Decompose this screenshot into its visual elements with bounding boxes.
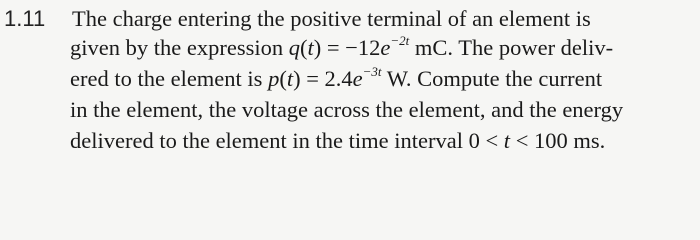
- line3-e: e: [352, 66, 363, 91]
- line3-text-d: W. Compute the current: [381, 66, 603, 91]
- line2-e: e: [380, 35, 391, 60]
- problem-line-3: [70, 64, 602, 94]
- line2-q: q: [288, 35, 300, 60]
- line2-t: t: [307, 35, 314, 60]
- line3-text-c: ) = 2.4: [293, 66, 353, 91]
- problem-line-5: [70, 126, 605, 156]
- problem-line-2: [70, 33, 613, 63]
- line2-exponent: −2t: [390, 32, 410, 48]
- line2-text-b: (: [299, 35, 308, 60]
- line3-exponent: −3t: [362, 63, 382, 79]
- line2-text-c: ) = −12: [313, 35, 381, 60]
- line5-text-a: delivered to the element in the time interval 0 <: [70, 128, 504, 153]
- line3-t: t: [286, 66, 294, 91]
- line5-t: t: [503, 128, 511, 153]
- line5-text-b: < 100 ms.: [510, 128, 606, 153]
- problem-line-1: The charge entering the positive terminal of an element is: [72, 6, 591, 31]
- line3-text-a: ered to the element is: [70, 66, 269, 91]
- problem-number: 1.11: [4, 6, 46, 31]
- line3-p: p: [268, 66, 280, 91]
- line2-text-a: given by the expression: [70, 35, 289, 60]
- line2-text-d: mC. The power deliv-: [409, 35, 614, 60]
- problem-line-4: in the element, the voltage across the element, and the energy: [70, 97, 624, 122]
- line3-text-b: (: [279, 66, 287, 91]
